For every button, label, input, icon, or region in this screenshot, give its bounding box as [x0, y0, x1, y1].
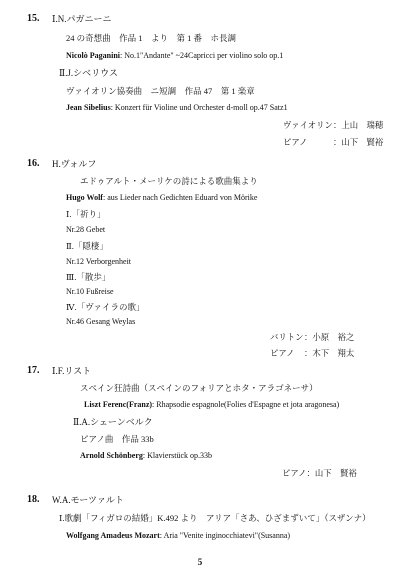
composer-name-en: Wolfgang Amadeus Mozart: [66, 531, 160, 540]
performer-line: [282, 468, 357, 480]
performer-name: 木下 翔太: [312, 349, 355, 358]
page-number: 5: [197, 557, 203, 567]
work-title-en: [80, 450, 212, 462]
composer-heading: H.ヴォルフ: [52, 159, 97, 169]
performer-line: [270, 332, 354, 344]
work-title-en: [66, 102, 288, 114]
work-title-en-text: : Klavierstück op.33b: [142, 451, 213, 460]
composer-name-en: Nicolò Paganini: [66, 51, 121, 60]
composer-heading: Ⅱ.A.シェーンベルク: [73, 417, 153, 427]
work-title-en: [66, 530, 290, 542]
work-title-en-text: : Rhapsodie espagnole(Folies d'Espagne et jota aragonesa): [152, 400, 340, 409]
composer-heading: Ⅰ.F.リスト: [52, 366, 92, 376]
performer-line: [283, 137, 383, 149]
composer-heading: W.A.モーツァルト: [52, 495, 124, 505]
song-title-ja: Ⅲ.「散歩」: [66, 272, 111, 282]
performer-separator: ：: [333, 121, 342, 130]
work-title-en-text: : Konzert für Violine und Orchester d-moll op.47 Satz1: [110, 103, 288, 112]
work-title-ja: 24 の奇想曲 作品 1 より 第 1 番 ホ長調: [66, 33, 237, 43]
composer-name-en: Arnold Schönberg: [80, 451, 143, 460]
composer-name-en: Hugo Wolf: [66, 193, 103, 202]
performer-role: バリトン: [270, 333, 304, 342]
performer-name: 小原 裕之: [312, 333, 355, 342]
performer-line: [283, 120, 383, 132]
performer-separator: ：: [333, 138, 342, 147]
song-title-ja: Ⅳ.「ヴァイラの歌」: [66, 302, 145, 312]
program-number: 15.: [27, 13, 40, 24]
song-title-de: Nr.46 Gesang Weylas: [66, 317, 136, 326]
collection-title-ja: エドゥアルト・メーリケの詩による歌曲集より: [80, 176, 258, 186]
performer-name: 山下 賢裕: [314, 469, 357, 478]
work-title-ja: ピアノ曲 作品 33b: [80, 434, 154, 444]
program-number: 16.: [27, 158, 40, 169]
work-title-en: [84, 399, 339, 411]
program-number: 18.: [27, 494, 40, 505]
performer-separator: ：: [306, 469, 315, 478]
performer-separator: ：: [304, 333, 313, 342]
song-title-ja: Ⅰ.「祈り」: [66, 209, 106, 219]
collection-title-en-text: : aus Lieder nach Gedichten Eduard von Mörike: [102, 193, 258, 202]
composer-heading: Ⅰ.N.パガニーニ: [52, 14, 112, 24]
composer-name-en: Liszt Ferenc(Franz): [84, 400, 153, 409]
performer-name: 山下 賢裕: [341, 138, 384, 147]
work-title-ja: スペイン狂詩曲（スペインのフォリアとホタ・アラゴネーサ）: [80, 383, 318, 393]
work-title-en-text: : No.1"Andante" ~24Capricci per violino solo op.1: [120, 51, 284, 60]
work-title-en: [66, 50, 283, 62]
song-title-de: Nr.28 Gebet: [66, 225, 106, 234]
work-title-ja: Ⅰ.歌劇「フィガロの結婚」K.492 より アリア「さあ、ひざまずいて」（スザンナ）: [59, 513, 371, 523]
performer-role: ピアノ: [283, 138, 308, 147]
performer-role: ピアノ: [270, 349, 295, 358]
performer-separator: ：: [304, 349, 313, 358]
composer-name-en: Jean Sibelius: [66, 103, 111, 112]
program-number: 17.: [27, 365, 40, 376]
work-title-en-text: : Aria "Venite inginocchiatevi"(Susanna): [159, 531, 291, 540]
work-title-ja: ヴァイオリン協奏曲 ニ短調 作品 47 第 1 楽章: [66, 86, 255, 96]
song-title-ja: Ⅱ.「隠棲」: [66, 241, 108, 251]
performer-role: ヴァイオリン: [283, 121, 333, 130]
performer-name: 上山 瑞穂: [341, 121, 384, 130]
song-title-de: Nr.12 Verborgenheit: [66, 257, 132, 266]
composer-heading: Ⅱ.J.シベリウス: [59, 68, 118, 78]
performer-role: ピアノ: [282, 469, 307, 478]
song-title-de: Nr.10 Fußreise: [66, 287, 114, 296]
performer-line: [270, 348, 354, 360]
collection-title-en: [66, 192, 257, 204]
